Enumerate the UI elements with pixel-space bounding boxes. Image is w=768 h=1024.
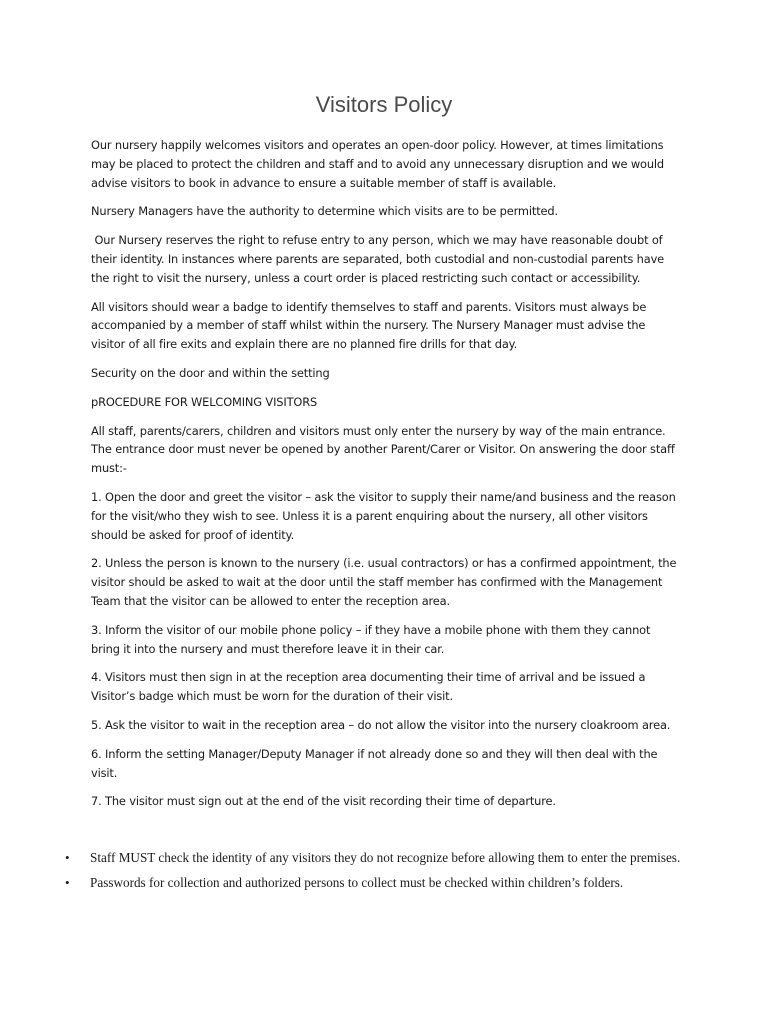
bullet-icon: • [65, 850, 70, 865]
document-title: Visitors Policy [315, 92, 453, 117]
list-item [65, 845, 695, 870]
procedure-step-1: 1. Open the door and greet the visitor – ask the visitor to supply their name/and business and the reason for the visit/who they wish to see. Unless it is a parent enquiring about the nursery, all other visitors should be asked for proof of identity. [91, 489, 676, 542]
procedure-step-7: 7. The visitor must sign out at the end of the visit recording their time of departure. [91, 794, 556, 809]
list-item [65, 870, 695, 895]
procedure-step-5: 5. Ask the visitor to wait in the reception area – do not allow the visitor into the nursery cloakroom area. [91, 717, 671, 732]
paragraph-main-entrance: All staff, parents/carers, children and visitors must only enter the nursery by way of the main entrance. The entrance door must never be opened by another Parent/Carer or Visitor. On answering the door staff must:- [91, 423, 675, 476]
document-body [91, 136, 681, 821]
paragraph-refuse-entry: Our Nursery reserves the right to refuse entry to any person, which we may have reasonable doubt of their identity. In instances where parents are separated, both custodial and non-custodial parents have the right to visit the nursery, unless a court order is placed restricting such contact or accessibility. [91, 233, 665, 285]
bullet-text: Passwords for collection and authorized persons to collect must be checked within children’s folders. [90, 875, 624, 890]
bullet-icon: • [65, 875, 70, 890]
bullet-list [65, 845, 695, 895]
procedure-step-3: 3. Inform the visitor of our mobile phone policy – if they have a mobile phone with them they cannot bring it into the nursery and must therefore leave it in their car. [91, 622, 651, 656]
procedure-step-6: 6. Inform the setting Manager/Deputy Manager if not already done so and they will then deal with the visit. [91, 746, 658, 780]
bullet-text: Staff MUST check the identity of any visitors they do not recognize before allowing them to enter the premises. [90, 850, 681, 865]
procedure-step-2: 2. Unless the person is known to the nursery (i.e. usual contractors) or has a confirmed appointment, the visitor should be asked to wait at the door until the staff member has confirmed with the Management Team that the visitor can be allowed to enter the reception area. [91, 556, 677, 608]
section-heading-procedure: pROCEDURE FOR WELCOMING VISITORS [91, 394, 318, 409]
paragraph-visitor-badge: All visitors should wear a badge to identify themselves to staff and parents. Visitors must always be accompanied by a member of staff whilst within the nursery. The Nursery Manager must advise the visitor of all fire exits and explain there are no planned fire drills for that day. [91, 299, 647, 352]
procedure-step-4: 4. Visitors must then sign in at the reception area documenting their time of arrival and be issued a Visitor’s badge which must be worn for the duration of their visit. [91, 670, 646, 704]
section-heading-security: Security on the door and within the setting [91, 365, 330, 380]
paragraph-managers-authority: Nursery Managers have the authority to determine which visits are to be permitted. [91, 204, 558, 219]
paragraph-intro: Our nursery happily welcomes visitors and operates an open-door policy. However, at times limitations may be placed to protect the children and staff and to avoid any unnecessary disruption and we would advise visitors to book in advance to ensure a suitable member of staff is available. [91, 138, 665, 190]
